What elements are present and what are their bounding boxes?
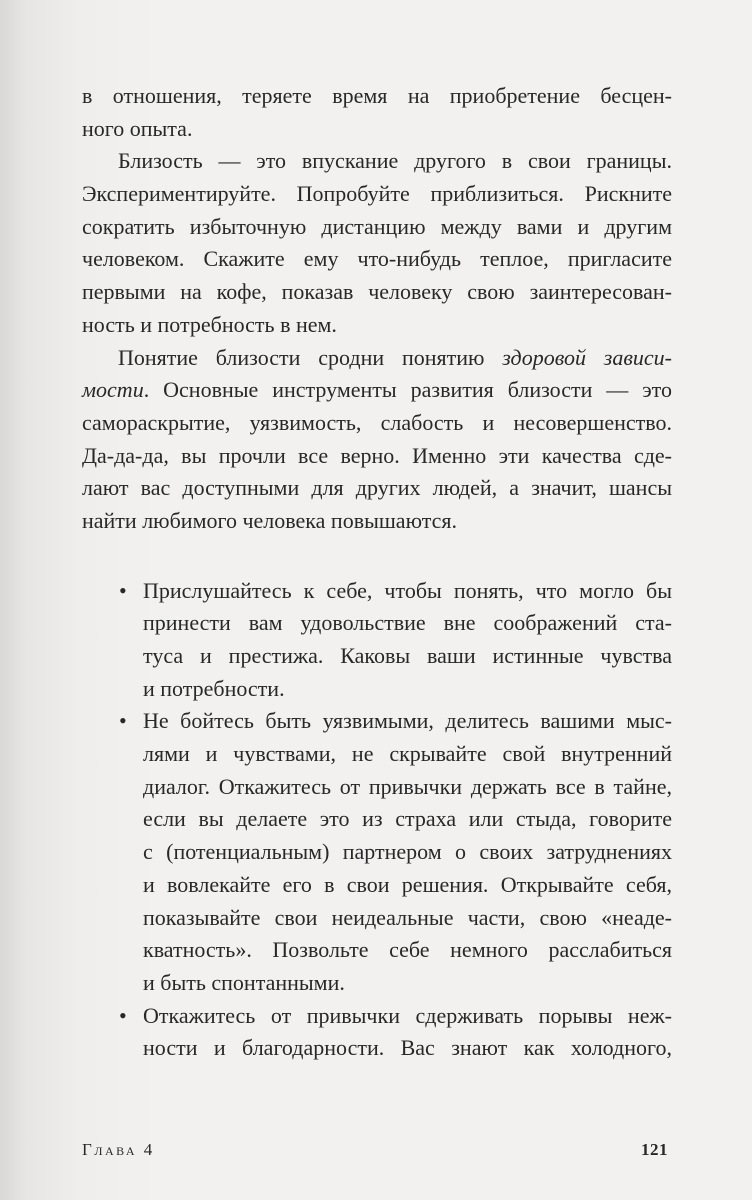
text-line: лями и чувствами, не скрывайте свой внутренний	[143, 741, 672, 767]
list-item	[119, 1000, 672, 1065]
text-line: Близость — это впускание другого в свои границы.	[118, 148, 672, 174]
text-line: Не бойтесь быть уязвимыми, делитесь вашими мыс-	[143, 708, 672, 734]
text-line: и вовлекайте его в свои решения. Открывайте себя,	[143, 871, 672, 897]
text-line: ного опыта.	[82, 115, 193, 141]
text-line: самораскрытие, уязвимость, слабость и несовершенство.	[82, 409, 672, 435]
paragraph-closeness	[82, 145, 672, 341]
body-text	[82, 80, 672, 1065]
text-line: человеком. Скажите ему что-нибудь теплое, пригласите	[82, 246, 672, 272]
italic-term: здоровой зависи-	[502, 344, 672, 370]
text-line: Откажитесь от привычки сдерживать порывы неж-	[143, 1002, 672, 1028]
text-line: если вы делаете это из страха или стыда, говорите	[143, 806, 672, 832]
text-line: Прислушайтесь к себе, чтобы понять, что могло бы	[143, 577, 672, 603]
paragraph-continuation	[82, 80, 672, 145]
bullet-marker: •	[119, 577, 127, 603]
text-line: Экспериментируйте. Попробуйте приблизиться. Рискните	[82, 181, 672, 207]
italic-term: мости	[82, 377, 144, 403]
text-line: ность и потребность в нем.	[82, 311, 337, 337]
text-line: найти любимого человека повышаются.	[82, 507, 457, 533]
text-line: сократить избыточную дистанцию между вами и другим	[82, 213, 672, 239]
text-line: диалог. Откажитесь от привычки держать все в тайне,	[143, 773, 672, 799]
chapter-label: Глава 4	[82, 1140, 155, 1159]
text-line: ности и благодарности. Вас знают как холодного,	[143, 1035, 672, 1061]
text-line: Да-да-да, вы прочли все верно. Именно эти качества сде-	[82, 442, 672, 468]
page-footer	[82, 1135, 668, 1165]
text-line: и быть спонтанными.	[143, 969, 345, 995]
text-line	[82, 342, 672, 375]
text-line: первыми на кофе, показав человеку свою заинтересован-	[82, 279, 672, 305]
bullet-marker: •	[119, 1002, 127, 1028]
bullet-list	[82, 575, 672, 1065]
paragraph-healthy-dependence	[82, 342, 672, 538]
text-line: туса и престижа. Каковы ваши истинные чувства	[143, 643, 672, 668]
text-line	[82, 374, 672, 407]
text-line: и потребности.	[143, 675, 285, 701]
text-run: . Основные инструменты развития близости — это	[143, 377, 672, 403]
text-line: лают вас доступными для других людей, а значит, шансы	[82, 475, 672, 501]
text-line: показывайте свои неидеальные части, свою «неаде-	[143, 904, 672, 930]
list-item	[119, 705, 672, 999]
text-line: с (потенциальным) партнером о своих затруднениях	[143, 839, 672, 865]
text-run: Понятие близости сродни понятию	[118, 344, 503, 370]
page-number: 121	[641, 1140, 668, 1159]
text-line: принести вам удовольствие вне соображений ста-	[143, 610, 672, 636]
list-item	[119, 575, 672, 706]
bullet-marker: •	[119, 708, 127, 734]
text-line: в отношения, теряете время на приобретение бесцен-	[82, 83, 672, 108]
text-line: кватность». Позвольте себе немного расслабиться	[143, 937, 672, 963]
